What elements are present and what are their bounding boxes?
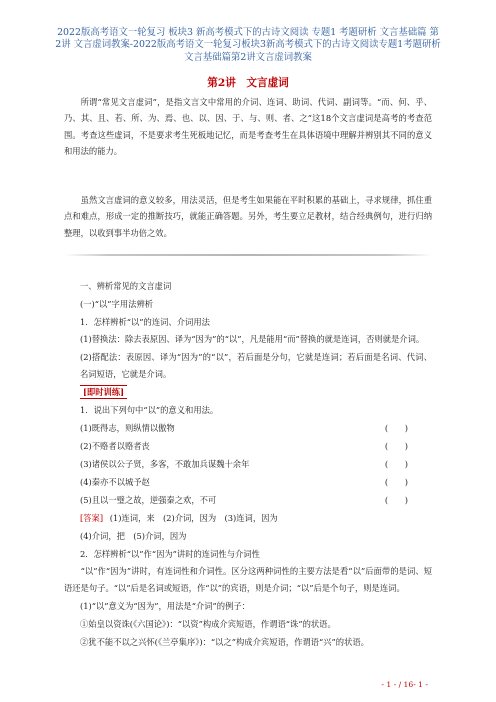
page-number: - 1 - / 16- 1 -: [381, 680, 428, 689]
answer-blank: ( ): [384, 459, 408, 470]
answer-blank: ( ): [384, 495, 408, 506]
exercise-item: [64, 437, 432, 455]
exercise-item: [64, 491, 432, 509]
point-2-subheading: (1)“以”意义为“因为”，用法是“介词”的例子：: [80, 600, 250, 611]
exercise-question: 1．说出下列句中“以”的意义和用法。: [80, 405, 219, 416]
answer-line-1: [64, 509, 432, 527]
sub-heading: (一)“以”字用法辨析: [80, 299, 154, 309]
point-1-method-b: (2)搭配法：表原因、译为“因为”的“以”，若后面是分句，它就是连词；若后面是名词、代词、名词短语，它就是介词。: [80, 351, 432, 379]
exercise-item-text: (2)不赂者以赂者丧: [80, 441, 150, 452]
section-divider: [64, 254, 432, 256]
answer-text-1: (1)连词，来 (2)介词，因为 (3)连词，因为: [109, 513, 278, 524]
exercise-item: [64, 455, 432, 473]
answer-text-2: (4)介词，把 (5)介词，因为: [80, 531, 187, 542]
point-2-heading: 2．怎样辨析“以”作“因为”讲时的连词性与介词性: [80, 549, 260, 560]
intro-paragraph-1: 所谓“常见文言虚词”，是指文言文中常用的介词、连词、助词、代词、副词等。“而、何、乎、乃、其、且、若、所、为、焉、也、以、因、于、与、则、者、之”这18个文言虚词是高考的考查范围。考查这些虚词，不是要求考生死板地记忆，而是考查考生在具体语境中理解并辨别其不同的意义和用法的能力。: [64, 97, 432, 156]
example-1: ①始皇以资诛(《六国论》)：“以资”构成介宾短语，作谓语“诛”的状语。: [80, 618, 336, 629]
exercise-item-text: (4)秦亦不以城予赵: [80, 477, 150, 488]
section-heading: 一、辨析常见的文言虚词: [80, 281, 172, 291]
exercise-item: [64, 473, 432, 491]
answer-blank: ( ): [384, 423, 408, 434]
content-section: [64, 277, 432, 651]
point-1-method-a: (1)替换法：除去表原因、译为“因为”的“以”，凡是能用“而”替换的就是连词，否则就是介词。: [80, 334, 425, 344]
answer-blank: ( ): [384, 477, 408, 488]
exercise-item-text: (1)既得志，则纵情以傲物: [80, 423, 175, 434]
point-2-text: “以”作“因为”讲时，有连词性和介词性。区分这两种词性的主要方法是看“以”后面带的是词、短语还是句子。“以”后是名词或短语，作“以”的宾语，则是介词；“以”后是个句子，则是连词。: [64, 566, 432, 594]
point-1-heading: 1．怎样辨析“以”的连词、介词用法: [80, 317, 210, 327]
exercise-item-text: (3)诸侯以公子贤，多客，不敢加兵谋魏十余年: [80, 459, 250, 470]
intro-paragraph-2: 虽然文言虚词的意义较多，用法灵活，但是考生如果能在平时积累的基础上，寻求规律，抓住重点和难点，形成一定的推断技巧，就能正确答题。另外，考生要立足教材，结合经典例句，进行归纳整理，以收到事半功倍之效。: [64, 195, 432, 238]
exercise-item: [64, 419, 432, 437]
lesson-title: 第2讲 文言虚词: [207, 77, 289, 89]
exercise-item-text: (5)且以一璧之故，逆强秦之欢，不可: [80, 495, 217, 506]
answer-blank: ( ): [384, 441, 408, 452]
practice-badge: [即时训练]: [80, 385, 127, 399]
example-2: ②犹不能不以之兴怀(《兰亭集序》)：“以之”构成介宾短语，作谓语“兴”的状语。: [80, 636, 369, 647]
practice-label: [64, 383, 432, 401]
document-title: 2022版高考语文一轮复习 板块3 新高考模式下的古诗文阅读 专题1 考题研析 文言基础篇 第2讲 文言虚词教案-2022版高考语文一轮复习板块3新高考模式下的古诗文阅读专题1考题研析文言基础篇第2讲文言虚词教案: [55, 27, 441, 63]
answer-tag: [答案]: [80, 513, 104, 524]
